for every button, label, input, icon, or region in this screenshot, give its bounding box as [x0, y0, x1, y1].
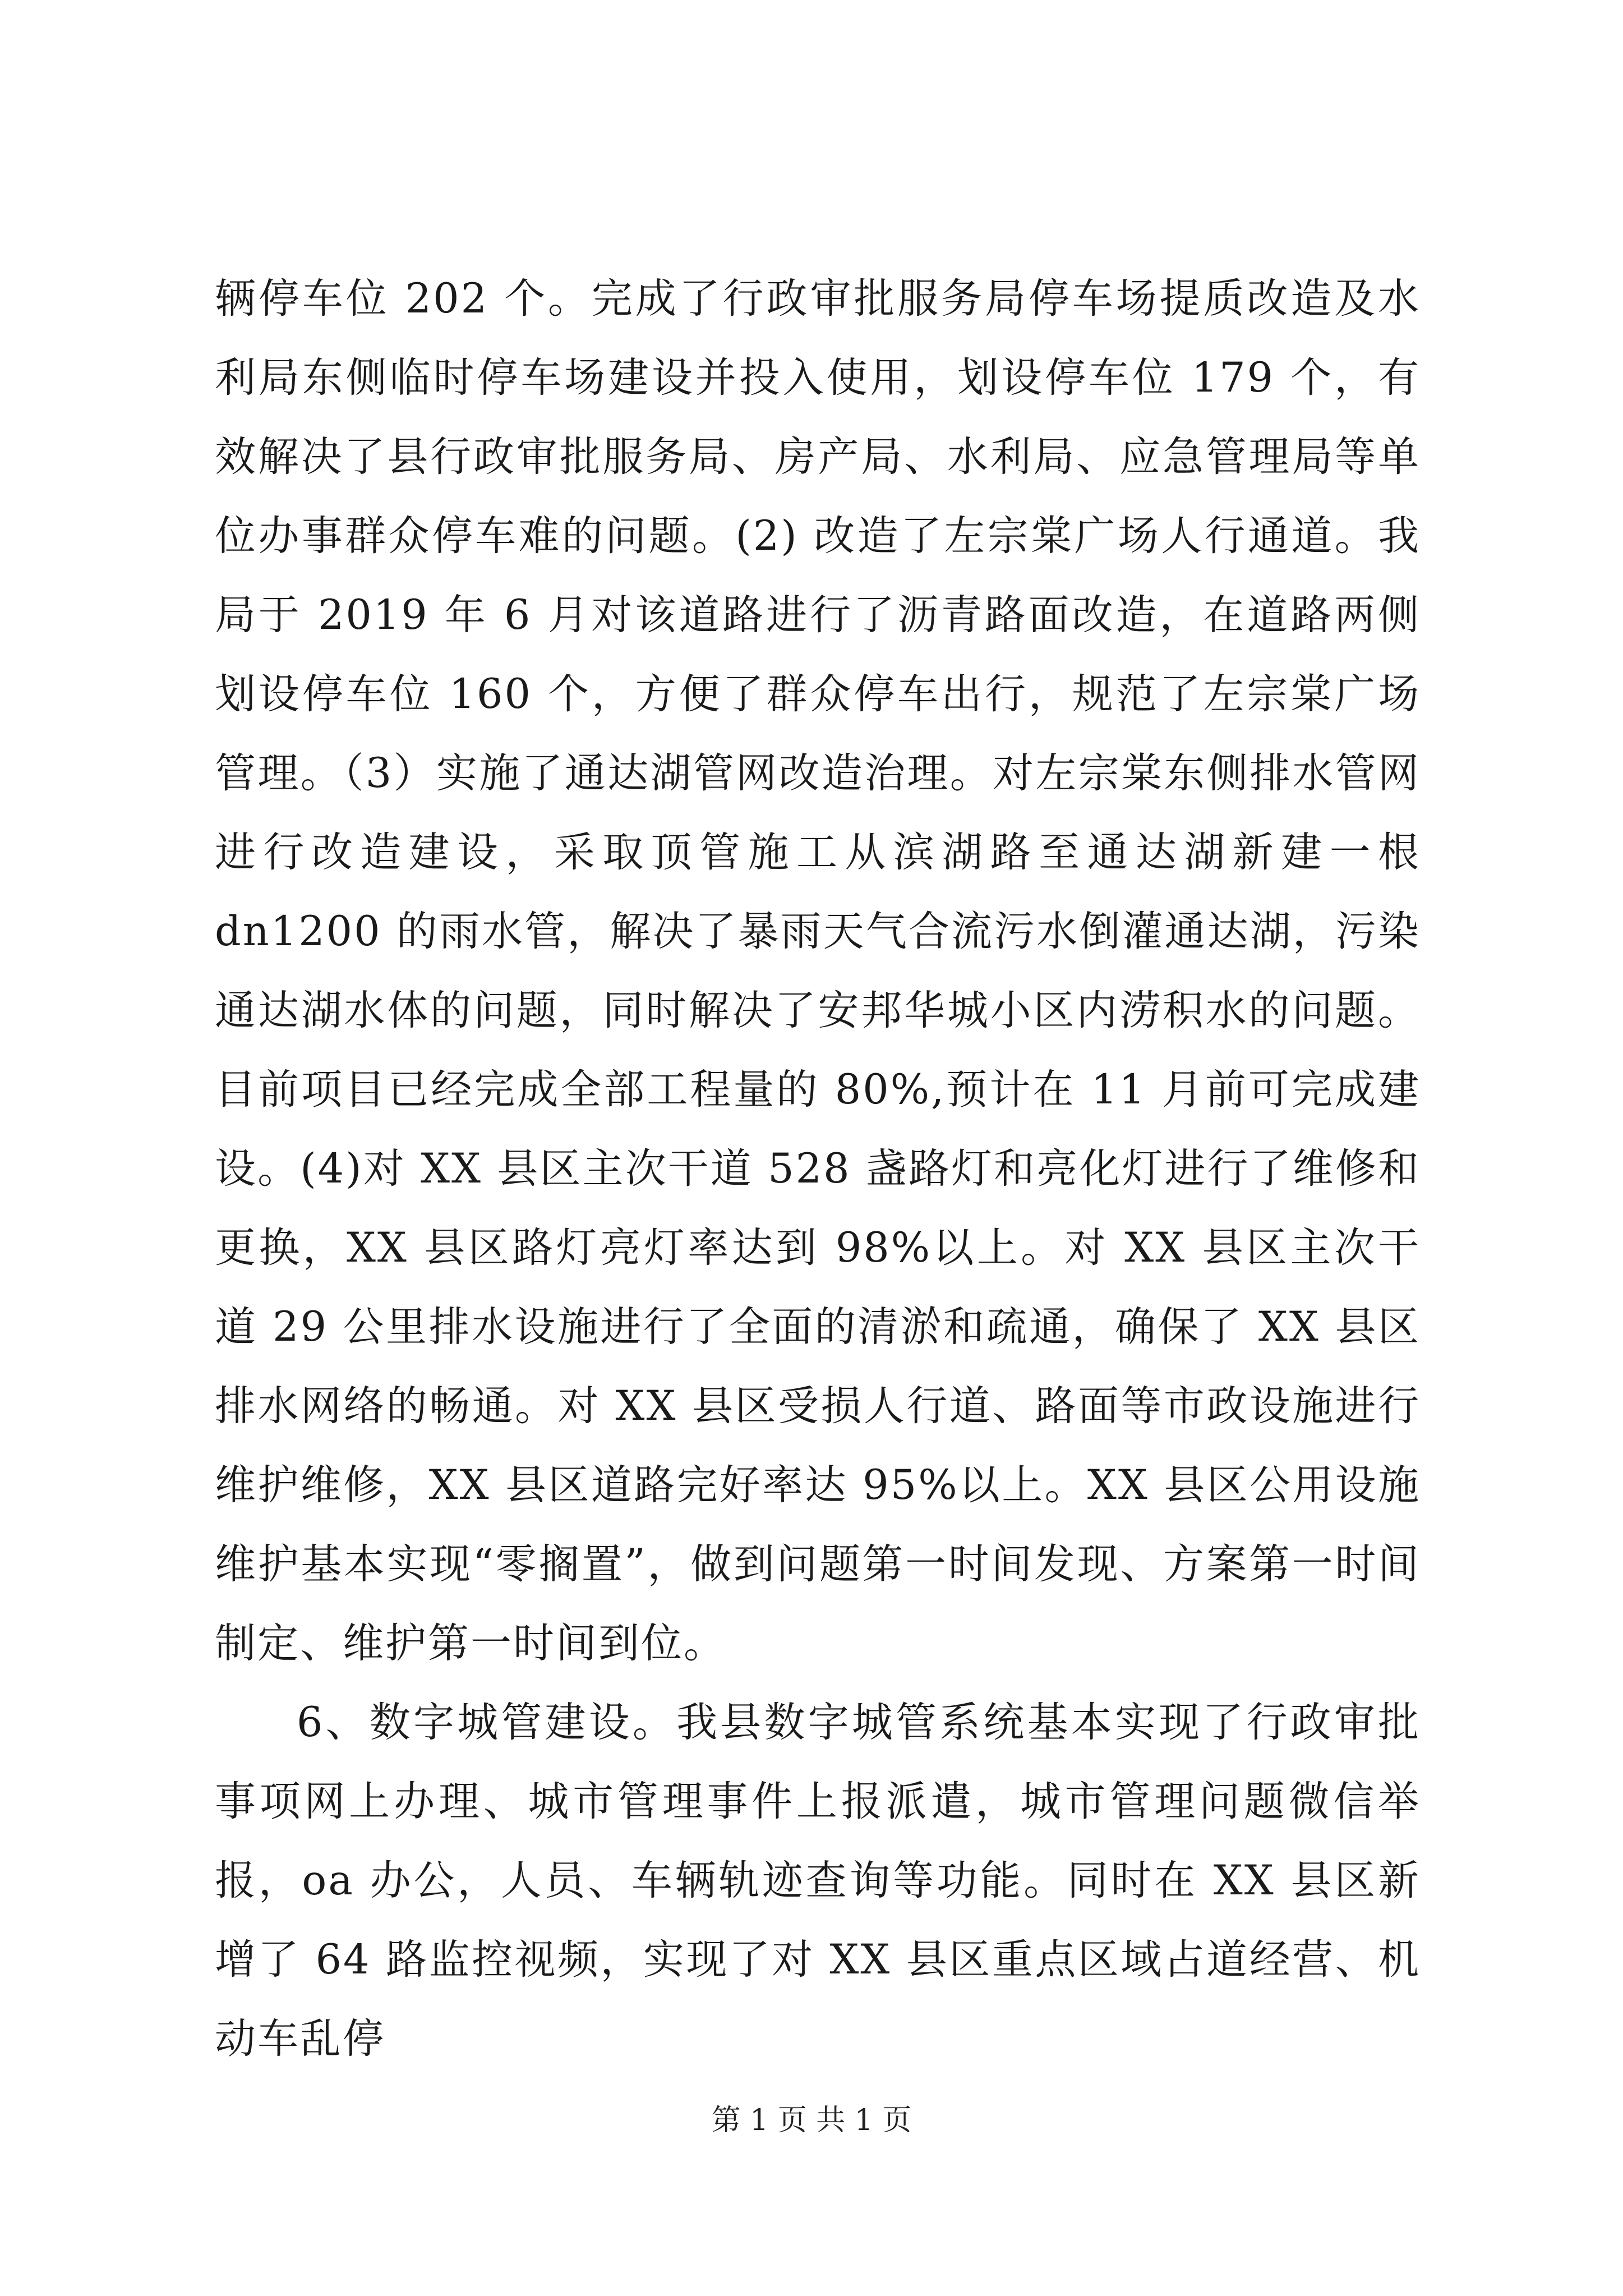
document-body: [215, 259, 1421, 2078]
page-footer: 第 1 页 共 1 页: [711, 2104, 912, 2137]
paragraph-2: 6、数字城管建设。我县数字城管系统基本实现了行政审批事项网上办理、城市管理事件上报派遣，城市管理问题微信举报，oa 办公，人员、车辆轨迹查询等功能。同时在 XX 县区新增了 64 路监控视频，实现了对 XX 县区重点区域占道经营、机动车乱停: [215, 1699, 1421, 2063]
paragraph-1: 辆停车位 202 个。完成了行政审批服务局停车场提质改造及水利局东侧临时停车场建设并投入使用，划设停车位 179 个，有效解决了县行政审批服务局、房产局、水利局、应急管理局等单位办事群众停车难的问题。(2) 改造了左宗棠广场人行通道。我局于 2019 年 6 月对该道路进行了沥青路面改造，在道路两侧划设停车位 160 个，方便了群众停车出行，规范了左宗棠广场管理。（3）实施了通达湖管网改造治理。对左宗棠东侧排水管网进行改造建设，采取顶管施工从滨湖路至通达湖新建一根 dn1200 的雨水管，解决了暴雨天气合流污水倒灌通达湖，污染通达湖水体的问题，同时解决了安邦华城小区内涝积水的问题。目前项目已经完成全部工程量的 80%,预计在 11 月前可完成建设。(4)对 XX 县区主次干道 528 盏路灯和亮化灯进行了维修和更换，XX 县区路灯亮灯率达到 98%以上。对 XX 县区主次干道 29 公里排水设施进行了全面的清淤和疏通，确保了 XX 县区排水网络的畅通。对 XX 县区受损人行道、路面等市政设施进行维护维修，XX 县区道路完好率达 95%以上。XX 县区公用设施维护基本实现“零搁置”，做到问题第一时间发现、方案第一时间制定、维护第一时间到位。: [215, 275, 1421, 1667]
